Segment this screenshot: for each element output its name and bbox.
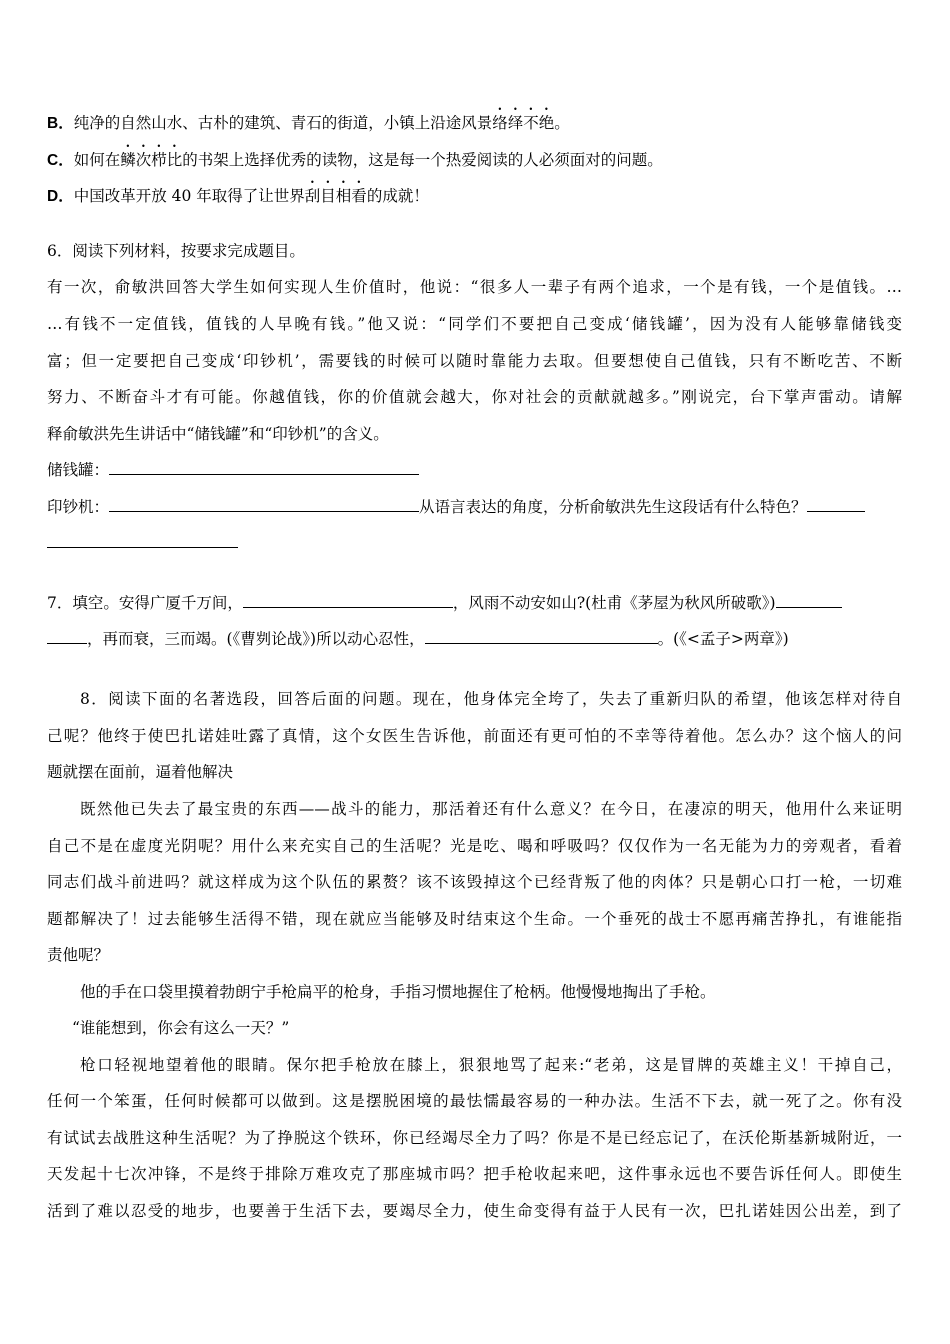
q6-line: 富；但一定要把自己变成‘印钞机’，需要钱的时候可以随时靠能力去取。但要想使自己值钱，只有不断吃苦、不断	[47, 352, 902, 370]
q8-line: 责他呢？	[47, 946, 110, 964]
q7-line-1	[47, 593, 902, 613]
analysis-answer-blank[interactable]	[807, 497, 865, 512]
q8-line: 他的手在口袋里摸着勃朗宁手枪扁平的枪身，手指习惯地握住了枪柄。他慢慢地掏出了手枪。	[80, 983, 716, 1001]
q7-blank-1[interactable]	[243, 593, 453, 608]
option-b-end: 。	[554, 114, 570, 132]
analysis-question: 从语言表达的角度，分析俞敏洪先生这段话有什么特色？	[419, 498, 807, 516]
chuqianguan-row	[47, 460, 902, 480]
option-b	[47, 105, 902, 134]
yinchaoji-answer-blank[interactable]	[109, 497, 419, 512]
option-d-text: 中国改革开放 40 年取得了让世界	[73, 187, 305, 205]
option-c-end: 的书架上选择优秀的读物，这是每一个热爱阅读的人必须面对的问题。	[182, 151, 663, 169]
q8-line: “谁能想到，你会有这么一天？”	[72, 1019, 290, 1037]
option-c-label: C．	[47, 152, 74, 169]
q6-title: 6．阅读下列材料，按要求完成题目。	[47, 242, 305, 260]
yinchaoji-label: 印钞机：	[47, 498, 110, 516]
q7-text-4: 。(《<孟子>两章》)	[657, 630, 789, 648]
q7-line-2	[47, 629, 902, 649]
option-b-label: B．	[47, 115, 74, 132]
option-d-end: 的成就！	[366, 187, 429, 205]
q8-line: 自己不是在虚度光阴呢？用什么来充实自己的生活呢？光是吃、喝和呼吸吗？仅仅作为一名无能为力的旁观者，看着	[47, 837, 902, 855]
option-d	[47, 178, 902, 207]
q8-line: 题都解决了！过去能够生活得不错，现在就应当能够及时结束这个生命。一个垂死的战士不愿再痛苦挣扎，有谁能指	[47, 910, 902, 928]
q8-line: 既然他已失去了最宝贵的东西——战斗的能力，那活着还有什么意义？在今日，在凄凉的明天，他用什么来证明	[80, 800, 902, 818]
chuqianguan-answer-blank[interactable]	[109, 460, 419, 475]
option-c-text: 如何在	[73, 151, 121, 169]
option-d-label: D．	[47, 188, 74, 205]
q7-blank-2-cont[interactable]	[47, 629, 87, 644]
q7-text-3: ，再而衰，三而竭。(《曹刿论战》)所以动心忍性，	[87, 630, 425, 648]
q7-blank-2[interactable]	[776, 593, 842, 608]
q8-line: 活到了难以忍受的地步，也要善于生活下去，要竭尽全力，使生命变得有益于人民有一次，巴扎诺娃因公出差，到了	[47, 1202, 902, 1220]
q6-line: …有钱不一定值钱，值钱的人早晚有钱。”他又说：“同学们不要把自己变成‘储钱罐’，因为没有人能够靠储钱变	[47, 315, 902, 333]
q7-text-1: 7．填空。安得广厦千万间，	[47, 594, 243, 612]
yinchaoji-row	[47, 497, 902, 517]
option-c-dotted: 鳞次栉比	[120, 151, 183, 169]
q6-line: 努力、不断奋斗才有可能。你越值钱，你的价值就会越大，你对社会的贡献就越多。”刚说完，台下掌声雷动。请解	[47, 388, 902, 406]
option-d-dotted: 刮目相看	[304, 187, 367, 205]
analysis-blank-row	[47, 533, 902, 553]
q7-text-2: ，风雨不动安如山?(杜甫《茅屋为秋风所破歌》)	[452, 594, 776, 612]
q8-line: 任何一个笨蛋，任何时候都可以做到。这是摆脱困境的最怯懦最容易的一种办法。生活不下去，就一死了之。你有没	[47, 1092, 902, 1110]
q8-line: 题就摆在面前，逼着他解决	[47, 763, 234, 781]
q8-line: 枪口轻视地望着他的眼睛。保尔把手枪放在膝上，狠狠地骂了起来:“老弟，这是冒牌的英雄主义！干掉自己，	[80, 1056, 902, 1074]
q8-line: 己呢？他终于使巴扎诺娃吐露了真情，这个女医生告诉他，前面还有更可怕的不幸等待着他。怎么办？这个恼人的问	[47, 727, 902, 745]
q6-line: 有一次，俞敏洪回答大学生如何实现人生价值时，他说：“很多人一辈子有两个追求，一个是有钱，一个是值钱。…	[47, 278, 902, 296]
q8-line: 8．阅读下面的名著选段，回答后面的问题。现在，他身体完全垮了，失去了重新归队的希望，他该怎样对待自	[80, 690, 902, 708]
option-b-dotted: 络绎不绝	[492, 114, 555, 132]
q6-line: 释俞敏洪先生讲话中“储钱罐”和“印钞机”的含义。	[47, 425, 389, 443]
option-b-text: 纯净的自然山水、古朴的建筑、青石的街道，小镇上沿途风景	[73, 114, 493, 132]
q8-line: 有试试去战胜这种生活呢？为了挣脱这个铁环，你已经竭尽全力了吗？你是不是已经忘记了，在沃伦斯基新城附近，一	[47, 1129, 902, 1147]
chuqianguan-label: 储钱罐：	[47, 461, 110, 479]
analysis-answer-blank-cont[interactable]	[47, 533, 238, 548]
q7-blank-3[interactable]	[425, 629, 658, 644]
q8-line: 同志们战斗前进吗？就这样成为这个队伍的累赘？该不该毁掉这个已经背叛了他的肉体？只是朝心口打一枪，一切难	[47, 873, 902, 891]
option-c	[47, 142, 902, 171]
q8-line: 天发起十七次冲锋，不是终于排除万难攻克了那座城市吗？把手枪收起来吧，这件事永远也不要告诉任何人。即使生	[47, 1165, 902, 1183]
